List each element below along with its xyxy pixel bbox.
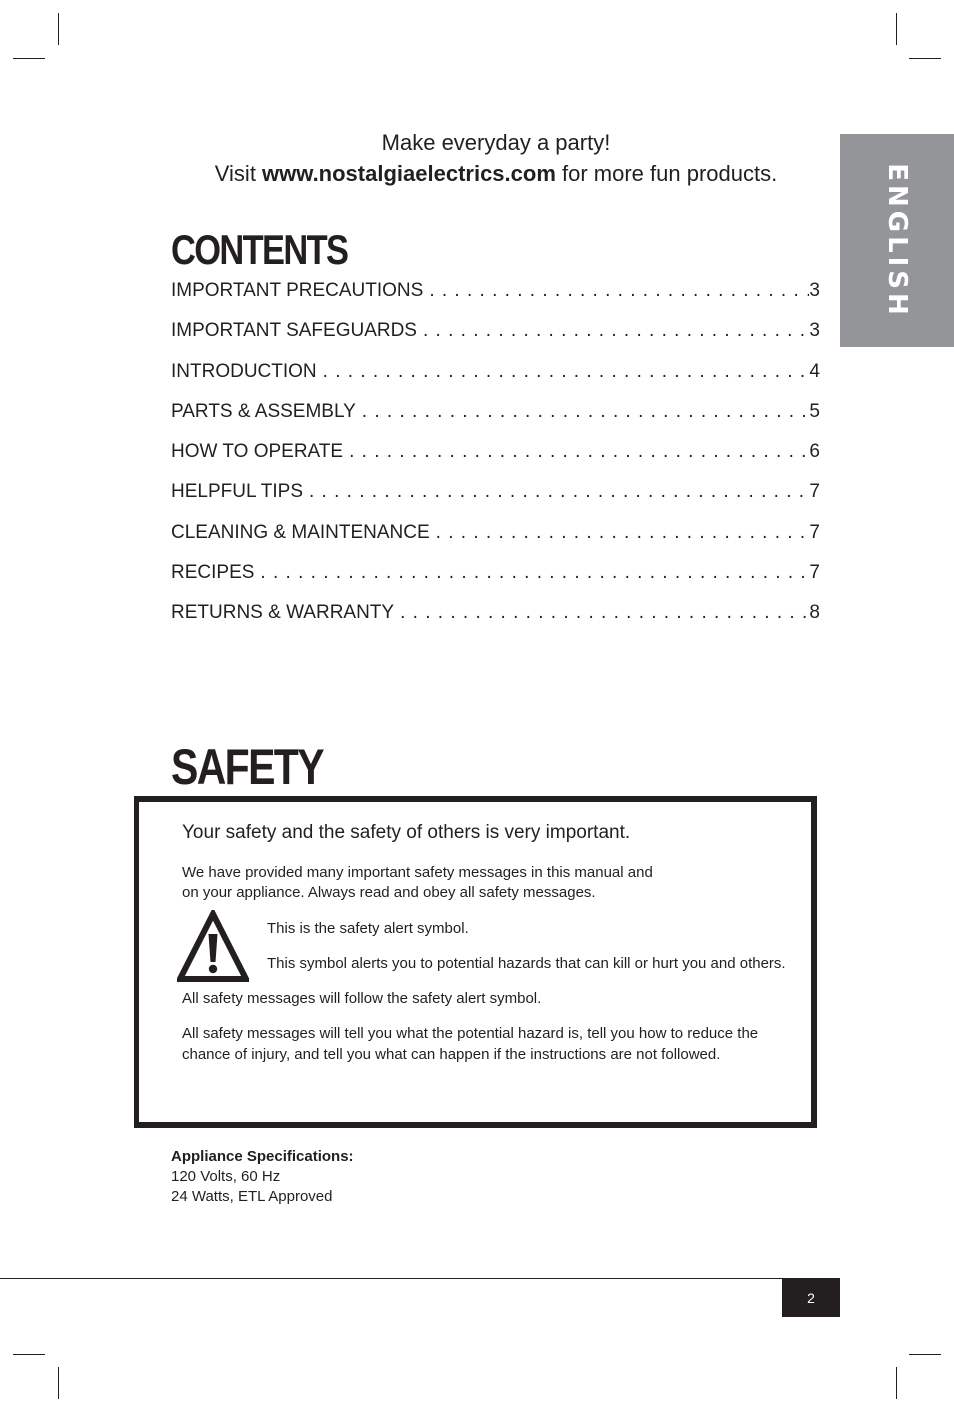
toc-entry-page: 4 [809,360,820,382]
toc-dot-leader [400,602,809,624]
crop-mark [909,58,941,59]
toc-entry-label: CLEANING & MAINTENANCE [171,521,430,543]
specs-heading: Appliance Specifications: [171,1148,354,1165]
crop-mark [58,1367,59,1399]
crop-mark [13,58,45,59]
alert-hazard-text: This symbol alerts you to potential hazards that can kill or hurt you and others. [267,955,786,972]
specs-voltage: 120 Volts, 60 Hz [171,1168,281,1185]
toc-entry-page: 7 [809,481,820,503]
crop-mark [896,1367,897,1399]
toc-entry[interactable] [171,361,820,401]
safety-detail-line-2: chance of injury, and tell you what can happen if the instructions are not followed. [182,1046,721,1063]
toc-entry[interactable] [171,481,820,521]
appliance-specifications [171,1147,354,1207]
safety-heading: SAFETY [171,739,323,795]
toc-entry[interactable] [171,522,820,562]
toc-entry[interactable] [171,280,820,320]
toc-entry-page: 8 [809,602,820,624]
toc-entry-label: IMPORTANT PRECAUTIONS [171,280,424,301]
crop-mark [909,1354,941,1355]
toc-entry-label: RECIPES [171,562,255,584]
safety-intro-line-2: on your appliance. Always read and obey all safety messages. [182,884,596,901]
language-tab-label: ENGLISH [882,162,912,319]
crop-mark [58,13,59,45]
footer-rule [0,1278,840,1279]
toc-dot-leader [309,481,809,503]
tagline-line-2: Visit www.nostalgiaelectrics.com for more fun products. [214,161,778,186]
toc-entry-label: RETURNS & WARRANTY [171,602,395,624]
safety-lead-text: Your safety and the safety of others is very important. [182,822,631,843]
crop-mark [13,1354,45,1355]
toc-dot-leader [423,320,809,342]
tagline-line-1: Make everyday a party! [381,130,611,155]
toc-entry[interactable] [171,320,820,360]
safety-notice-box [134,796,817,1128]
safety-detail-line-1: All safety messages will tell you what the potential hazard is, tell you how to reduce the [182,1025,759,1042]
table-of-contents [171,280,820,643]
toc-entry-page: 3 [809,280,820,301]
toc-entry-page: 5 [809,400,820,422]
toc-entry-label: HELPFUL TIPS [171,481,303,503]
toc-dot-leader [323,361,810,383]
toc-entry-page: 3 [809,320,820,342]
page-number: 2 [782,1278,840,1317]
toc-entry-label: INTRODUCTION [171,360,317,382]
safety-follow-text: All safety messages will follow the safety alert symbol. [182,990,542,1007]
language-tab [840,134,954,347]
toc-entry-page: 7 [809,521,820,543]
toc-entry-page: 6 [809,441,820,463]
toc-entry[interactable] [171,401,820,441]
toc-entry-page: 7 [809,562,820,584]
toc-entry-label: PARTS & ASSEMBLY [171,400,356,422]
toc-dot-leader [349,441,809,463]
toc-dot-leader [260,562,809,584]
safety-intro-line-1: We have provided many important safety messages in this manual and [182,864,653,881]
toc-dot-leader [436,522,810,544]
toc-dot-leader [362,401,810,423]
warning-triangle-icon [177,910,249,982]
toc-entry-label: IMPORTANT SAFEGUARDS [171,320,417,342]
toc-entry[interactable] [171,562,820,602]
specs-wattage: 24 Watts, ETL Approved [171,1188,333,1205]
toc-entry[interactable] [171,441,820,481]
toc-dot-leader [429,280,809,302]
alert-symbol-text: This is the safety alert symbol. [267,920,469,937]
crop-mark [896,13,897,45]
contents-heading: CONTENTS [171,226,348,273]
toc-entry-label: HOW TO OPERATE [171,441,344,463]
toc-entry[interactable] [171,602,820,642]
website-link[interactable]: www.nostalgiaelectrics.com [262,161,556,186]
